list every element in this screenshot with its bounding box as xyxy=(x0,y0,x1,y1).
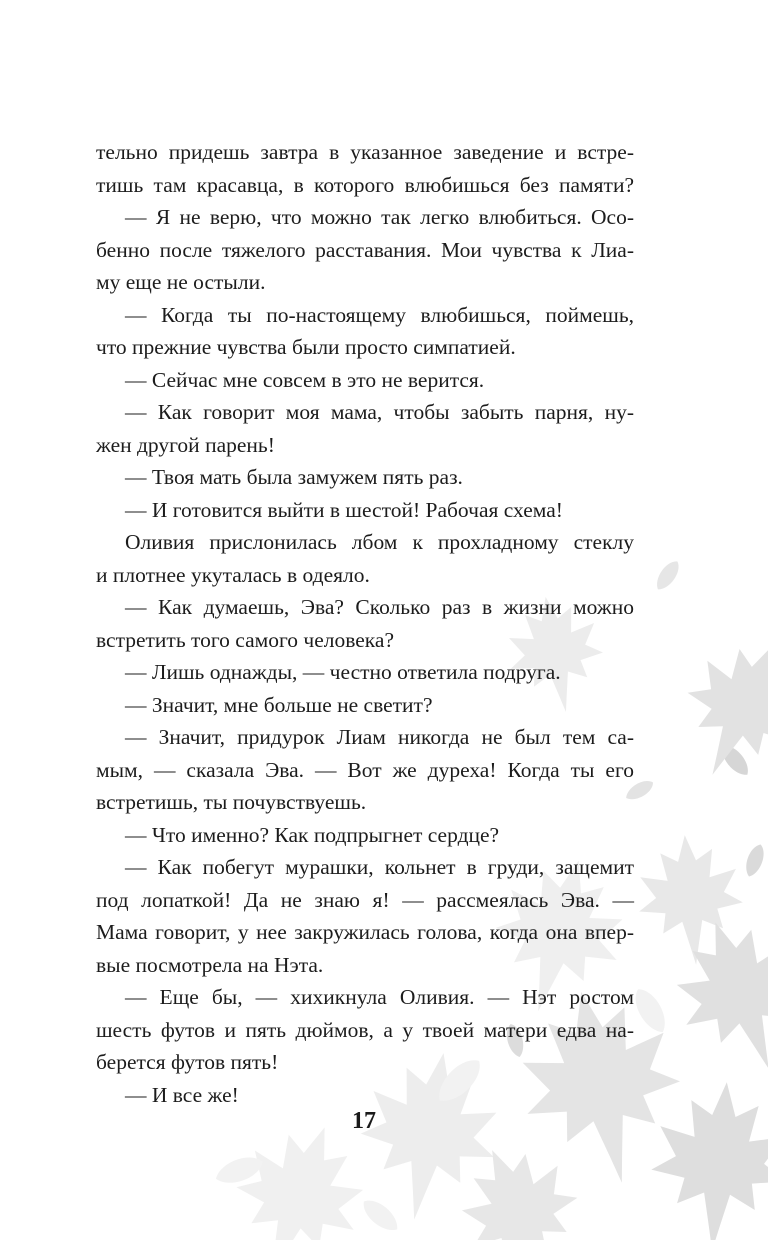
text-line: что прежние чувства были просто симпатией. xyxy=(96,335,516,359)
text-line: встретишь, ты почувствуешь. xyxy=(96,790,367,814)
text-line: Мама говорит, у нее закружилась голова, когда она впер- xyxy=(96,920,634,944)
text-line: и плотнее укуталась в одеяло. xyxy=(96,562,370,587)
text-line: под лопаткой! Да не знаю я! — рассмеялась Эва. — xyxy=(96,887,634,912)
text-line: берется футов пять! xyxy=(96,1050,279,1074)
text-line: — Значит, мне больше не светит? xyxy=(125,692,433,717)
text-line: бенно после тяжелого расставания. Мои чувства к Лиа- xyxy=(96,237,634,262)
text-line: встретить того самого человека? xyxy=(96,627,394,652)
text-line: — Как говорит моя мама, чтобы забыть парня, ну- xyxy=(125,400,634,424)
text-line: — Я не верю, что можно так легко влюбиться. Осо- xyxy=(125,205,634,229)
text-line: мым, — сказала Эва. — Вот же дуреха! Когда ты его xyxy=(96,757,634,782)
text-line: — Как думаешь, Эва? Сколько раз в жизни можно xyxy=(125,595,634,619)
body-text xyxy=(96,136,634,1111)
text-line: — И все же! xyxy=(125,1082,239,1107)
text-line: — Значит, придурок Лиам никогда не был тем са- xyxy=(125,725,634,749)
text-line: жен другой парень! xyxy=(96,432,275,457)
text-line: — Сейчас мне совсем в это не верится. xyxy=(125,367,485,392)
text-line: му еще не остыли. xyxy=(96,270,266,294)
text-line: — Лишь однажды, — честно ответила подруга. xyxy=(125,660,561,684)
text-line: тишь там красавца, в которого влюбишься без памяти? xyxy=(96,172,634,197)
text-line: — И готовится выйти в шестой! Рабочая схема! xyxy=(125,497,563,522)
page-number: 17 xyxy=(352,1108,376,1134)
text-line: шесть футов и пять дюймов, а у твоей матери едва на- xyxy=(96,1017,634,1042)
text-line: тельно придешь завтра в указанное заведение и встре- xyxy=(96,140,634,164)
text-line: — Когда ты по-настоящему влюбишься, поймешь, xyxy=(125,302,634,327)
text-line: Оливия прислонилась лбом к прохладному стеклу xyxy=(125,530,634,554)
text-line: вые посмотрела на Нэта. xyxy=(96,952,324,977)
text-line: — Твоя мать была замужем пять раз. xyxy=(125,465,463,489)
text-line: — Как побегут мурашки, кольнет в груди, защемит xyxy=(125,855,634,879)
text-line: — Что именно? Как подпрыгнет сердце? xyxy=(125,822,500,847)
text-line: — Еще бы, — хихикнула Оливия. — Нэт ростом xyxy=(125,985,634,1009)
